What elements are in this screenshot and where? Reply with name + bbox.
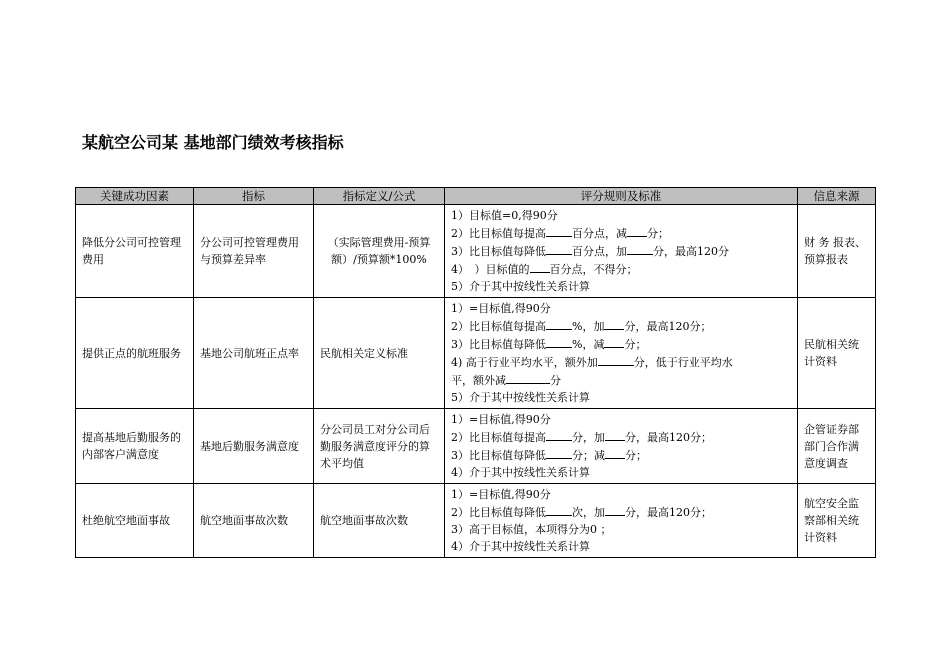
definition-cell: 民航相关定义标准 [314, 298, 445, 409]
rule-line [451, 278, 791, 295]
blank-underline [605, 446, 625, 459]
rule-text: 4）介于其中按线性关系计算 [451, 466, 590, 479]
rule-line [451, 353, 791, 371]
rule-line [451, 411, 791, 428]
definition-cell: 航空地面事故次数 [314, 484, 445, 558]
rule-text: 2）比目标值每提高 [451, 227, 546, 240]
rules-cell [445, 484, 798, 558]
rule-text: 分； [647, 227, 669, 240]
factor-cell: 提高基地后勤服务的内部客户满意度 [76, 409, 194, 484]
rule-text: 分，低于行业平均水 [633, 356, 733, 369]
rule-text: 百分点，不得分； [549, 263, 638, 276]
rule-line [451, 503, 791, 521]
rule-line [451, 446, 791, 464]
rule-line [451, 335, 791, 353]
rule-line [451, 260, 791, 278]
rule-text: 4）介于其中按线性关系计算 [451, 540, 590, 553]
blank-underline [506, 371, 550, 384]
header-indicator: 指标 [194, 188, 314, 205]
definition-cell: （实际管理费用-预算额）/预算额*100% [314, 205, 445, 298]
blank-underline [546, 428, 572, 441]
rule-line [451, 317, 791, 335]
rule-text: 1）=目标值,得90分 [451, 413, 551, 426]
factor-cell: 杜绝航空地面事故 [76, 484, 194, 558]
rule-text: 2）比目标值每提高 [451, 320, 546, 333]
table-row [76, 205, 876, 298]
rule-line [451, 207, 791, 224]
rules-cell [445, 298, 798, 409]
blank-underline [530, 260, 550, 273]
table-header-row [76, 188, 876, 205]
blank-underline [546, 317, 572, 330]
source-cell: 企管证券部部门合作满意度调查 [798, 409, 876, 484]
header-rules: 评分规则及标准 [445, 188, 798, 205]
blank-underline [605, 428, 625, 441]
rule-text: 分，加 [572, 431, 605, 444]
blank-underline [546, 335, 572, 348]
rule-text: 4) 高于行业平均水平，额外加 [451, 356, 598, 369]
blank-underline [605, 503, 625, 516]
rule-text: 3）比目标值每降低 [451, 245, 546, 258]
indicator-cell: 航空地面事故次数 [194, 484, 314, 558]
rule-text: 3）比目标值每降低 [451, 449, 546, 462]
blank-underline [546, 224, 572, 237]
kpi-table [75, 187, 876, 558]
rule-line [451, 300, 791, 317]
rule-text: %，加 [572, 320, 605, 333]
source-cell: 民航相关统计资料 [798, 298, 876, 409]
rule-line [451, 538, 791, 555]
source-cell: 财 务 报表、预算报表 [798, 205, 876, 298]
blank-underline [546, 242, 572, 255]
rule-line [451, 521, 791, 538]
indicator-cell: 分公司可控管理费用与预算差异率 [194, 205, 314, 298]
blank-underline [546, 503, 572, 516]
rule-line [451, 389, 791, 406]
rule-text: 分； [625, 449, 647, 462]
rule-text: 1）=目标值,得90分 [451, 488, 551, 501]
rule-text: 次，加 [572, 506, 605, 519]
rules-cell [445, 409, 798, 484]
table-row [76, 298, 876, 409]
rule-text: 分；减 [572, 449, 605, 462]
rule-text: 5）介于其中按线性关系计算 [451, 391, 590, 404]
indicator-cell: 基地公司航班正点率 [194, 298, 314, 409]
table-row [76, 409, 876, 484]
rule-text: 分，最高120分 [653, 245, 729, 258]
blank-underline [604, 317, 624, 330]
rule-text: 3）高于目标值，本项得分为0 ； [451, 523, 612, 536]
blank-underline [546, 446, 572, 459]
rule-text: 百分点，加 [572, 245, 627, 258]
document-title: 某航空公司某 基地部门绩效考核指标 [82, 133, 344, 152]
rule-text: 分，最高120分； [625, 431, 712, 444]
blank-underline [604, 335, 624, 348]
rule-text: 4） ）目标值的 [451, 263, 530, 276]
rule-text: 5）介于其中按线性关系计算 [451, 280, 590, 293]
indicator-cell: 基地后勤服务满意度 [194, 409, 314, 484]
rule-line [451, 371, 791, 389]
rules-cell [445, 205, 798, 298]
header-definition: 指标定义/公式 [314, 188, 445, 205]
rule-text: 平，额外减 [451, 374, 506, 387]
rule-text: 分 [550, 374, 561, 387]
rule-text: 3）比目标值每降低 [451, 338, 546, 351]
rule-text: 1）目标值=0,得90分 [451, 209, 558, 222]
rule-text: 2）比目标值每降低 [451, 506, 546, 519]
rule-line [451, 486, 791, 503]
blank-underline [598, 353, 634, 366]
rule-text: 2）比目标值每提高 [451, 431, 546, 444]
table-row [76, 484, 876, 558]
factor-cell: 降低分公司可控管理费用 [76, 205, 194, 298]
rule-text: 1）=目标值,得90分 [451, 302, 551, 315]
rule-text: %，减 [572, 338, 605, 351]
rule-text: 分，最高120分； [624, 320, 712, 333]
rule-line [451, 242, 791, 260]
source-cell: 航空安全监察部相关统计资料 [798, 484, 876, 558]
rule-line [451, 428, 791, 446]
rule-text: 分，最高120分； [625, 506, 712, 519]
rule-line [451, 224, 791, 242]
blank-underline [627, 224, 647, 237]
blank-underline [627, 242, 653, 255]
factor-cell: 提供正点的航班服务 [76, 298, 194, 409]
rule-text: 分； [624, 338, 647, 351]
definition-cell: 分公司员工对分公司后勤服务满意度评分的算术平均值 [314, 409, 445, 484]
rule-line [451, 464, 791, 481]
header-source: 信息来源 [798, 188, 876, 205]
header-factor: 关键成功因素 [76, 188, 194, 205]
rule-text: 百分点，减 [572, 227, 627, 240]
